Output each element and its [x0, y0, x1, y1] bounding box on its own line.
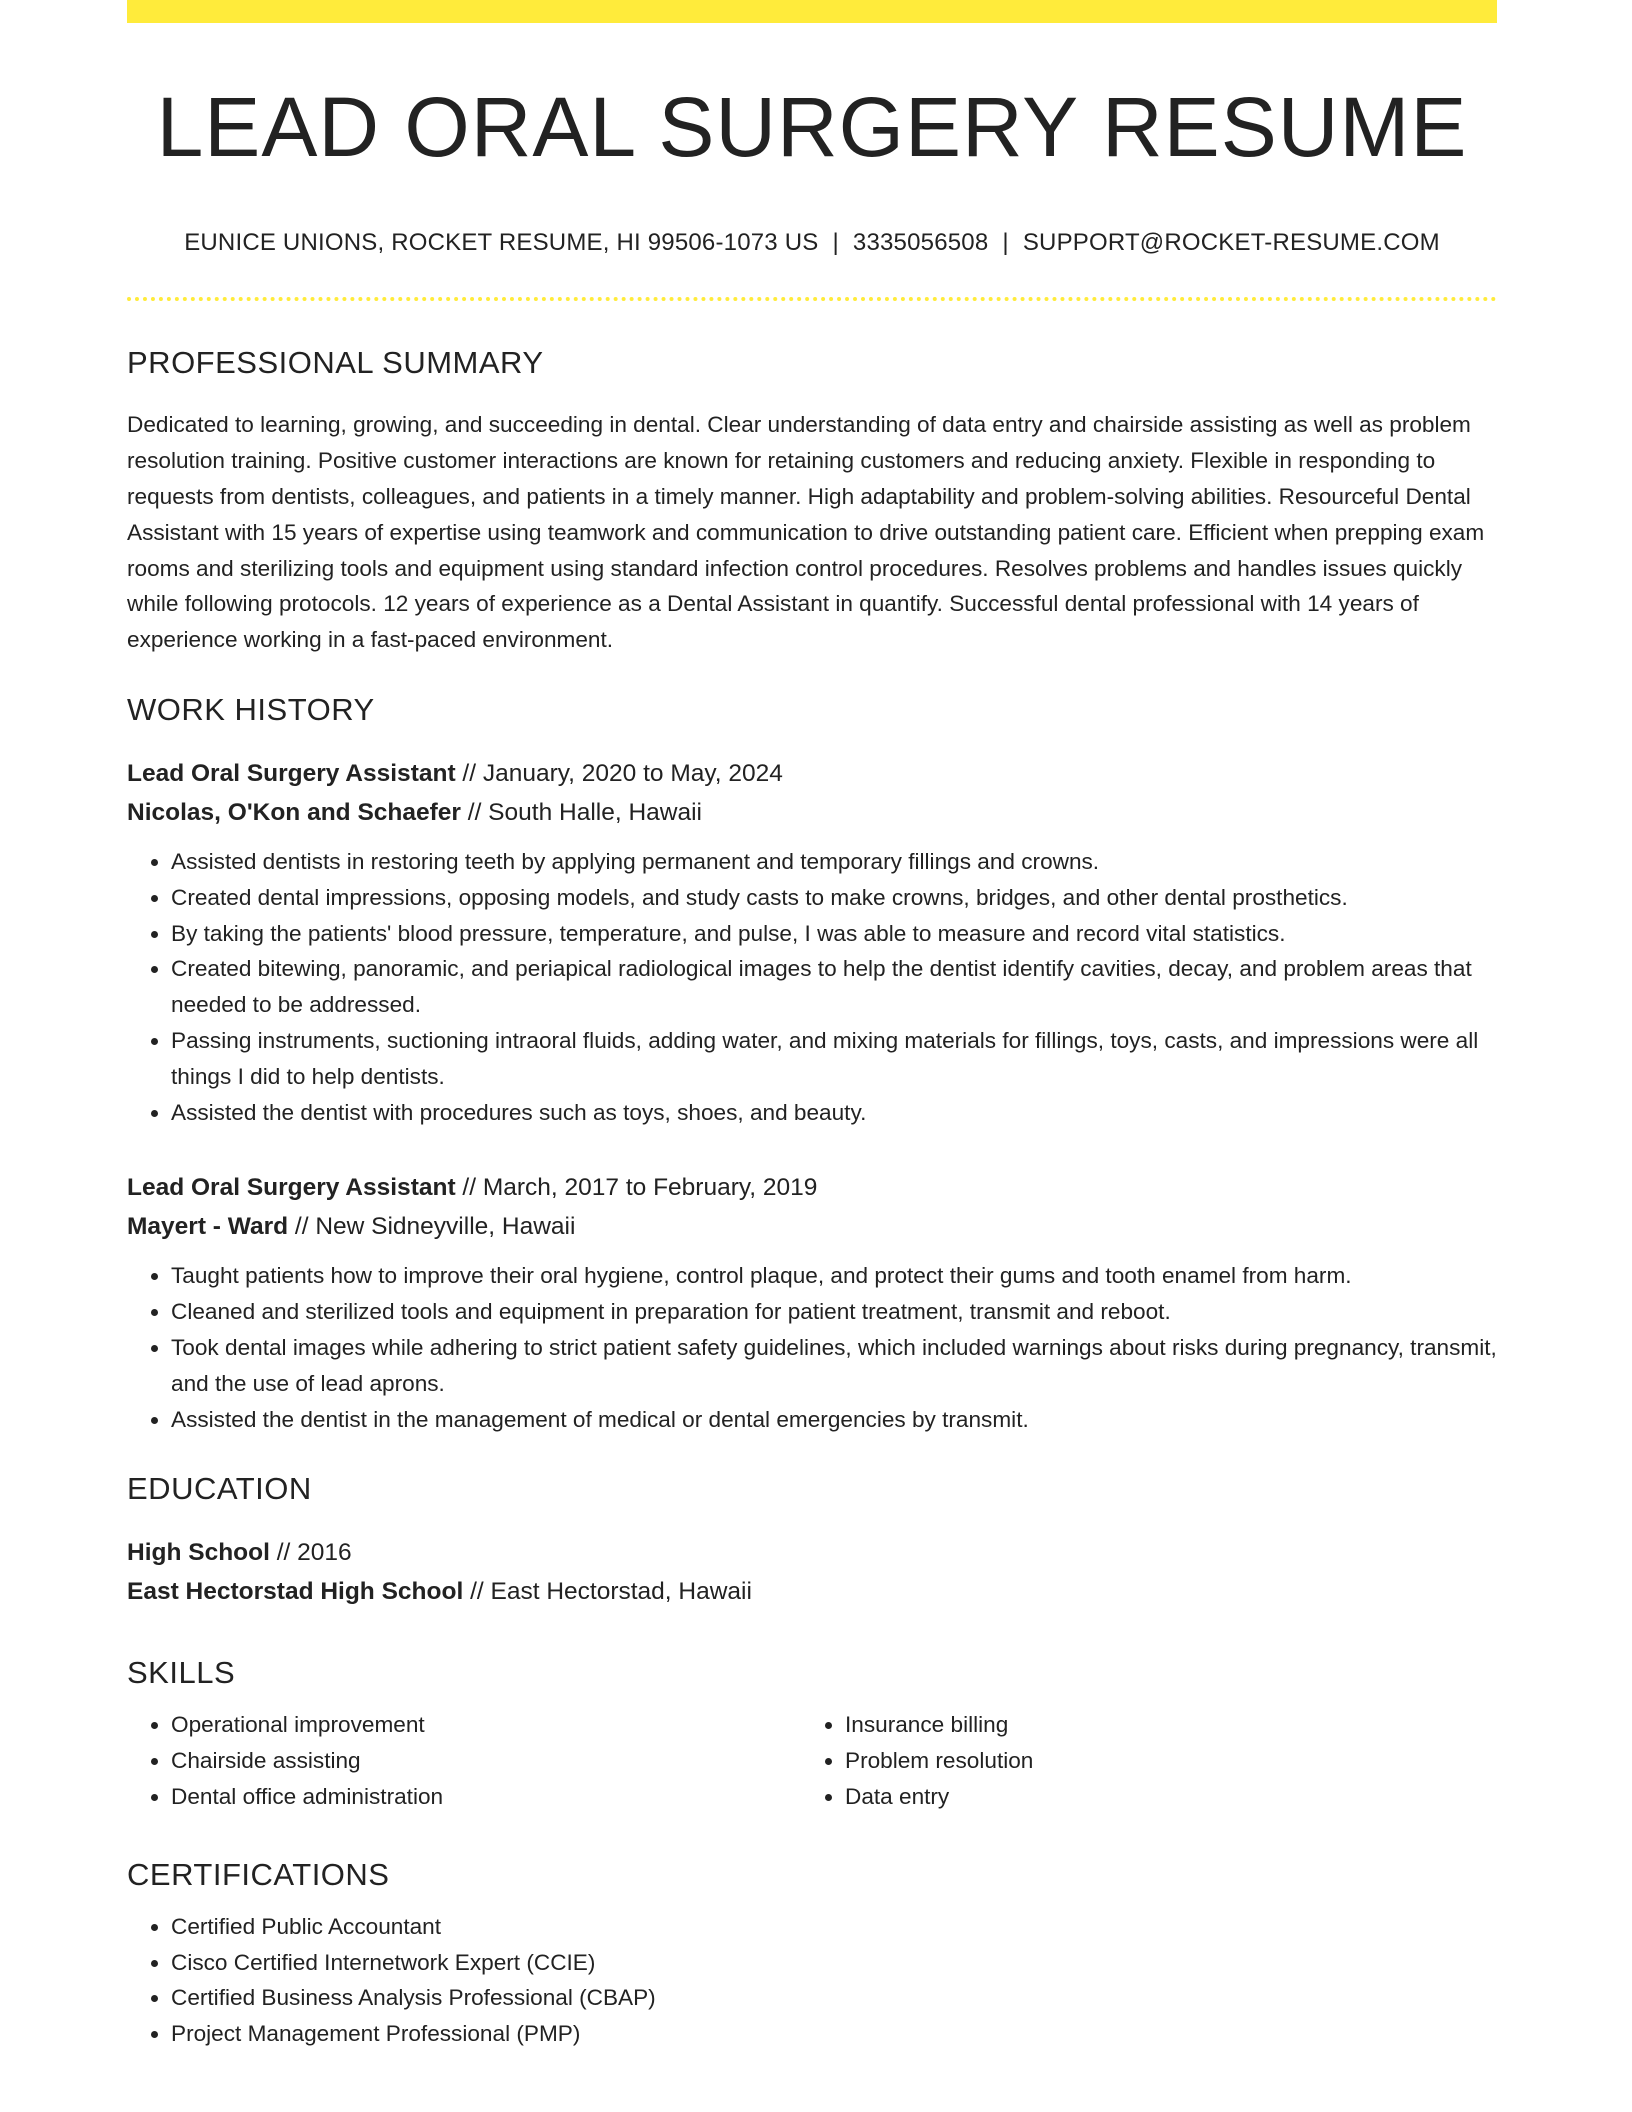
- dotted-divider: [127, 297, 1497, 301]
- resume-title: LEAD ORAL SURGERY RESUME: [156, 80, 1468, 174]
- job-duties-list: [127, 1258, 1497, 1437]
- list-item: • Cleaned and sterilized tools and equipment in preparation for patient treatment, transmit and reboot.: [171, 1294, 1497, 1330]
- contact-address: EUNICE UNIONS, ROCKET RESUME, HI 99506-1073 US: [184, 229, 819, 257]
- section-heading-skills: SKILLS: [127, 1655, 236, 1691]
- contact-separator: |: [832, 229, 839, 257]
- list-item: • Assisted dentists in restoring teeth by applying permanent and temporary fillings and crowns.: [171, 844, 1497, 880]
- top-accent-bar: [127, 0, 1497, 23]
- contact-separator: |: [1002, 229, 1009, 257]
- job-entry: [127, 1168, 1497, 1437]
- list-item: • Taught patients how to improve their oral hygiene, control plaque, and protect their gums and tooth enamel from harm.: [171, 1258, 1497, 1294]
- education-location: // East Hectorstad, Hawaii: [463, 1578, 752, 1606]
- education-school: East Hectorstad High School: [127, 1578, 464, 1606]
- job-title-line: [127, 1168, 1497, 1207]
- list-item: • By taking the patients' blood pressure, temperature, and pulse, I was able to measure and record vital statistics.: [171, 916, 1497, 952]
- list-item: • Assisted the dentist in the management of medical or dental emergencies by transmit.: [171, 1402, 1497, 1438]
- education-year: // 2016: [269, 1539, 352, 1567]
- education-degree: High School: [127, 1539, 270, 1567]
- contact-email: SUPPORT@ROCKET-RESUME.COM: [1022, 229, 1440, 257]
- list-item: • Passing instruments, suctioning intraoral fluids, adding water, and mixing materials for fillings, toys, casts, and impressions were all things I did to help dentists.: [171, 1023, 1497, 1095]
- job-company-line: [127, 1207, 1497, 1246]
- job-entry: [127, 754, 1497, 1130]
- list-item: • Assisted the dentist with procedures such as toys, shoes, and beauty.: [171, 1095, 1497, 1131]
- section-heading-certifications: CERTIFICATIONS: [127, 1856, 390, 1892]
- list-item: • Operational improvement: [171, 1707, 801, 1743]
- education-degree-line: [127, 1533, 1497, 1572]
- summary-text: Dedicated to learning, growing, and succeeding in dental. Clear understanding of data entry and chairside assisting as well as problem resolution training. Positive customer interactions are known for retaining customers and reducing anxiety. Flexible in responding to requests from dentists, colleagues, and patients in a timely manner. High adaptability and problem-solving abilities. Resourceful Dental Assistant with 15 years of expertise using teamwork and communication to drive outstanding patient care. Efficient when prepping exam rooms and sterilizing tools and equipment using standard infection control procedures. Resolves problems and handles issues quickly while following protocols. 12 years of experience as a Dental Assistant in quantify. Successful dental professional with 14 years of experience working in a fast-paced environment.: [127, 412, 1485, 653]
- list-item: • Problem resolution: [845, 1743, 1475, 1779]
- job-title: Lead Oral Surgery Assistant: [127, 759, 456, 787]
- list-item: • Certified Public Accountant: [171, 1909, 1497, 1945]
- list-item: • Cisco Certified Internetwork Expert (CCIE): [171, 1945, 1497, 1981]
- list-item: • Data entry: [845, 1779, 1475, 1815]
- job-company-line: [127, 793, 1497, 832]
- work-history-section: [127, 692, 1497, 1437]
- list-item: • Dental office administration: [171, 1779, 801, 1815]
- list-item: • Project Management Professional (PMP): [171, 2016, 1497, 2052]
- list-item: • Created bitewing, panoramic, and periapical radiological images to help the dentist identify cavities, decay, and problem areas that needed to be addressed.: [171, 951, 1497, 1023]
- contact-line: [127, 229, 1497, 257]
- job-dates: // January, 2020 to May, 2024: [455, 759, 783, 787]
- job-location: // South Halle, Hawaii: [460, 798, 702, 826]
- education-entry: [127, 1533, 1497, 1611]
- certifications-section: [127, 1857, 1497, 2052]
- section-heading-work: WORK HISTORY: [127, 691, 375, 727]
- skills-list-left: [127, 1707, 801, 1814]
- skills-grid: [127, 1707, 1497, 1814]
- list-item: • Took dental images while adhering to strict patient safety guidelines, which included warnings about risks during pregnancy, transmit, and the use of lead aprons.: [171, 1330, 1497, 1402]
- list-item: • Created dental impressions, opposing models, and study casts to make crowns, bridges, and other dental prosthetics.: [171, 880, 1497, 916]
- education-section: [127, 1471, 1497, 1611]
- section-heading-education: EDUCATION: [127, 1471, 312, 1507]
- section-heading-summary: PROFESSIONAL SUMMARY: [127, 345, 544, 381]
- job-title: Lead Oral Surgery Assistant: [127, 1174, 456, 1202]
- skills-list-right: [801, 1707, 1475, 1814]
- list-item: • Certified Business Analysis Professional (CBAP): [171, 1980, 1497, 2016]
- job-company: Mayert - Ward: [127, 1213, 289, 1241]
- job-title-line: [127, 754, 1497, 793]
- list-item: • Chairside assisting: [171, 1743, 801, 1779]
- list-item: • Insurance billing: [845, 1707, 1475, 1743]
- certifications-list: [127, 1909, 1497, 2052]
- contact-phone: 3335056508: [852, 229, 989, 257]
- education-school-line: [127, 1572, 1497, 1611]
- job-dates: // March, 2017 to February, 2019: [455, 1174, 818, 1202]
- job-location: // New Sidneyville, Hawaii: [288, 1213, 576, 1241]
- job-company: Nicolas, O'Kon and Schaefer: [127, 798, 461, 826]
- professional-summary-section: [127, 345, 1497, 658]
- resume-page: [127, 0, 1497, 2052]
- skills-section: [127, 1655, 1497, 1814]
- job-duties-list: [127, 844, 1497, 1130]
